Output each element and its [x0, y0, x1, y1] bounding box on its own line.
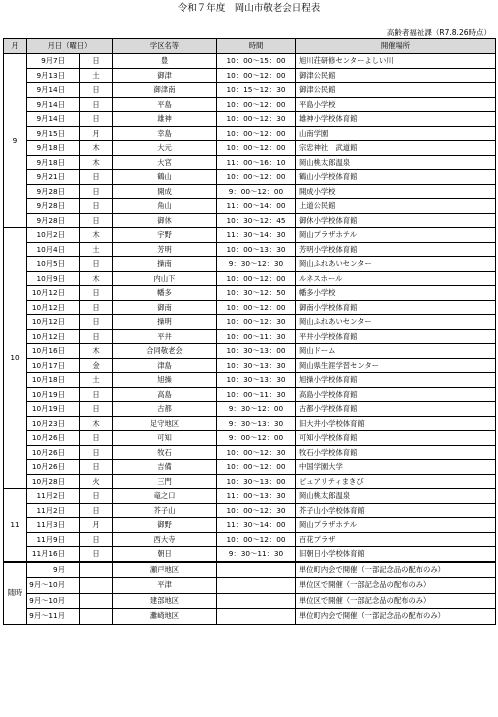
venue-cell: 開成小学校: [296, 184, 496, 199]
district-cell: 建部地区: [113, 593, 217, 609]
date-cell: 9月13日: [27, 68, 80, 83]
header-month: 月: [4, 39, 27, 54]
time-cell: 10：30～13：00: [217, 474, 296, 489]
district-cell: 津島: [113, 358, 217, 373]
weekday-cell: [80, 578, 113, 594]
venue-cell: 旭操小学校体育館: [296, 373, 496, 388]
district-cell: 芳明: [113, 242, 217, 257]
table-row: [4, 532, 496, 547]
venue-cell: 御休小学校体育館: [296, 213, 496, 228]
weekday-cell: 日: [80, 402, 113, 417]
date-cell: 9月28日: [27, 199, 80, 214]
table-row: [4, 373, 496, 388]
weekday-cell: 月: [80, 518, 113, 533]
date-cell: 10月19日: [27, 402, 80, 417]
month-group: [4, 54, 496, 228]
date-cell: 10月12日: [27, 300, 80, 315]
time-cell: 10：15～12：30: [217, 83, 296, 98]
time-cell: 10：00～12：00: [217, 300, 296, 315]
district-cell: 三門: [113, 474, 217, 489]
venue-cell: 雄神小学校体育館: [296, 112, 496, 127]
venue-cell: 古都小学校体育館: [296, 402, 496, 417]
district-cell: 雄神: [113, 112, 217, 127]
district-cell: 旭操: [113, 373, 217, 388]
time-cell: 10：00～12：00: [217, 126, 296, 141]
header-venue: 開催場所: [296, 39, 496, 54]
date-cell: 9月14日: [27, 83, 80, 98]
table-row: [4, 416, 496, 431]
table-row: [4, 112, 496, 127]
weekday-cell: [80, 562, 113, 578]
venue-cell: 単位町内会で開催（一部記念品の配布のみ）: [296, 562, 496, 578]
time-cell: 9：30～11：30: [217, 547, 296, 562]
district-cell: 宇野: [113, 228, 217, 243]
date-cell: 10月17日: [27, 358, 80, 373]
weekday-cell: 日: [80, 184, 113, 199]
venue-cell: 芳明小学校体育館: [296, 242, 496, 257]
header-time: 時間: [217, 39, 296, 54]
date-cell: 10月12日: [27, 315, 80, 330]
district-cell: 豊: [113, 54, 217, 69]
date-cell: 10月28日: [27, 474, 80, 489]
district-cell: 内山下: [113, 271, 217, 286]
header-date: 月日（曜日）: [27, 39, 113, 54]
venue-cell: 平井小学校体育館: [296, 329, 496, 344]
table-row: [4, 213, 496, 228]
venue-cell: 岡山ふれあいセンター: [296, 315, 496, 330]
month-group: [4, 489, 496, 562]
time-cell: 9：30～12：30: [217, 257, 296, 272]
date-cell: 9月14日: [27, 97, 80, 112]
time-cell: 10：00～12：00: [217, 68, 296, 83]
weekday-cell: 日: [80, 532, 113, 547]
district-cell: 古都: [113, 402, 217, 417]
weekday-cell: 日: [80, 83, 113, 98]
district-cell: 竜之口: [113, 489, 217, 504]
venue-cell: 可知小学校体育館: [296, 431, 496, 446]
time-cell: [217, 609, 296, 625]
weekday-cell: 土: [80, 68, 113, 83]
venue-cell: 御津公民館: [296, 83, 496, 98]
venue-cell: 御南小学校体育館: [296, 300, 496, 315]
venue-cell: 山南学園: [296, 126, 496, 141]
venue-cell: 旭川荘研修センターよしい川: [296, 54, 496, 69]
district-cell: 幡多: [113, 286, 217, 301]
date-cell: 11月2日: [27, 489, 80, 504]
district-cell: 鶴山: [113, 170, 217, 185]
date-cell: 11月3日: [27, 518, 80, 533]
time-cell: 10：00～11：30: [217, 387, 296, 402]
time-cell: 10：00～12：00: [217, 271, 296, 286]
table-row: [4, 593, 496, 609]
table-row: [4, 315, 496, 330]
weekday-cell: 木: [80, 344, 113, 359]
table-row: [4, 126, 496, 141]
table-row: [4, 141, 496, 156]
weekday-cell: 金: [80, 358, 113, 373]
time-cell: 11：00～13：30: [217, 489, 296, 504]
table-row: [4, 358, 496, 373]
weekday-cell: 木: [80, 141, 113, 156]
district-cell: 開成: [113, 184, 217, 199]
weekday-cell: [80, 609, 113, 625]
month-cell: 10: [4, 228, 27, 489]
venue-cell: 岡山桃太郎温泉: [296, 155, 496, 170]
date-cell: 9月14日: [27, 112, 80, 127]
time-cell: 9：30～13：30: [217, 416, 296, 431]
venue-cell: 旧大井小学校体育館: [296, 416, 496, 431]
time-cell: 11：00～14：00: [217, 199, 296, 214]
date-cell: 10月2日: [27, 228, 80, 243]
time-cell: 10：00～12：30: [217, 503, 296, 518]
month-cell: 11: [4, 489, 27, 562]
table-row: [4, 489, 496, 504]
district-cell: 牧石: [113, 445, 217, 460]
venue-cell: 百花プラザ: [296, 532, 496, 547]
time-cell: 10：00～12：00: [217, 460, 296, 475]
date-cell: 10月26日: [27, 460, 80, 475]
time-cell: 10：00～12：00: [217, 532, 296, 547]
district-cell: 高島: [113, 387, 217, 402]
date-cell: 11月2日: [27, 503, 80, 518]
weekday-cell: 日: [80, 199, 113, 214]
weekday-cell: 日: [80, 170, 113, 185]
time-cell: 10：00～12：00: [217, 141, 296, 156]
date-cell: 10月12日: [27, 286, 80, 301]
time-cell: 9：30～12：00: [217, 402, 296, 417]
date-cell: 10月16日: [27, 344, 80, 359]
date-cell: 10月23日: [27, 416, 80, 431]
venue-cell: 岡山プラザホテル: [296, 518, 496, 533]
time-cell: 11：00～16：10: [217, 155, 296, 170]
venue-cell: 鶴山小学校体育館: [296, 170, 496, 185]
table-row: [4, 503, 496, 518]
table-row: [4, 54, 496, 69]
table-row: [4, 155, 496, 170]
district-cell: 大宮: [113, 155, 217, 170]
district-cell: 御津南: [113, 83, 217, 98]
month-cell: 9: [4, 54, 27, 228]
table-row: [4, 242, 496, 257]
weekday-cell: 日: [80, 54, 113, 69]
schedule-table: [3, 38, 496, 625]
date-cell: 10月26日: [27, 445, 80, 460]
district-cell: 幸島: [113, 126, 217, 141]
date-cell: 9月28日: [27, 184, 80, 199]
time-cell: 10：30～13：30: [217, 358, 296, 373]
header-row: [4, 39, 496, 54]
weekday-cell: 日: [80, 460, 113, 475]
district-cell: 御南: [113, 300, 217, 315]
month-cell: 随時: [4, 562, 27, 625]
district-cell: 角山: [113, 199, 217, 214]
table-row: [4, 431, 496, 446]
weekday-cell: 土: [80, 373, 113, 388]
date-cell: 9月18日: [27, 141, 80, 156]
venue-cell: 幡多小学校: [296, 286, 496, 301]
district-cell: 操明: [113, 315, 217, 330]
district-cell: 西大寺: [113, 532, 217, 547]
table-row: [4, 609, 496, 625]
date-cell: 9月21日: [27, 170, 80, 185]
date-cell: 10月9日: [27, 271, 80, 286]
time-cell: 10：00～12：30: [217, 112, 296, 127]
table-row: [4, 578, 496, 594]
time-cell: 10：00～12：30: [217, 315, 296, 330]
date-cell: 9月18日: [27, 155, 80, 170]
header-district: 学区名等: [113, 39, 217, 54]
venue-cell: 宗忠神社 武道館: [296, 141, 496, 156]
table-row: [4, 300, 496, 315]
venue-cell: 旧朝日小学校体育館: [296, 547, 496, 562]
venue-cell: 牧石小学校体育館: [296, 445, 496, 460]
as-of-note: 高齢者福祉課（R7.8.26時点）: [386, 28, 491, 37]
table-row: [4, 170, 496, 185]
venue-cell: 中国学園大学: [296, 460, 496, 475]
table-row: [4, 402, 496, 417]
table-row: [4, 445, 496, 460]
table-row: [4, 199, 496, 214]
date-cell: 9月7日: [27, 54, 80, 69]
district-cell: 可知: [113, 431, 217, 446]
venue-cell: 単位町内会で開催（一部記念品の配布のみ）: [296, 609, 496, 625]
date-cell: 9月28日: [27, 213, 80, 228]
weekday-cell: 日: [80, 286, 113, 301]
time-cell: 10：00～11：30: [217, 329, 296, 344]
time-cell: 10：00～12：00: [217, 97, 296, 112]
date-cell: 10月4日: [27, 242, 80, 257]
weekday-cell: 土: [80, 242, 113, 257]
month-group: [4, 562, 496, 625]
time-cell: 10：30～13：30: [217, 373, 296, 388]
time-cell: 10：30～12：45: [217, 213, 296, 228]
venue-cell: 単位区で開催（一部記念品の配布のみ）: [296, 578, 496, 594]
time-cell: 11：30～14：00: [217, 518, 296, 533]
time-cell: 10：30～12：50: [217, 286, 296, 301]
date-cell: 10月5日: [27, 257, 80, 272]
district-cell: 平津: [113, 578, 217, 594]
district-cell: 御野: [113, 518, 217, 533]
venue-cell: 岡山県生涯学習センター: [296, 358, 496, 373]
weekday-cell: 日: [80, 329, 113, 344]
district-cell: 灘崎地区: [113, 609, 217, 625]
date-cell: 11月9日: [27, 532, 80, 547]
weekday-cell: 日: [80, 445, 113, 460]
time-cell: [217, 578, 296, 594]
district-cell: 操南: [113, 257, 217, 272]
table-row: [4, 271, 496, 286]
time-cell: 10：00～12：30: [217, 445, 296, 460]
month-group: [4, 228, 496, 489]
table-row: [4, 228, 496, 243]
weekday-cell: 木: [80, 155, 113, 170]
date-cell: 10月12日: [27, 329, 80, 344]
table-row: [4, 562, 496, 578]
weekday-cell: 日: [80, 213, 113, 228]
table-row: [4, 257, 496, 272]
table-row: [4, 387, 496, 402]
weekday-cell: 日: [80, 315, 113, 330]
time-cell: 10：00～13：30: [217, 242, 296, 257]
weekday-cell: 月: [80, 126, 113, 141]
weekday-cell: 木: [80, 228, 113, 243]
date-cell: 9月～11月: [27, 609, 80, 625]
date-cell: 9月～10月: [27, 593, 80, 609]
weekday-cell: 木: [80, 416, 113, 431]
table-row: [4, 97, 496, 112]
district-cell: 朝日: [113, 547, 217, 562]
date-cell: 10月18日: [27, 373, 80, 388]
venue-cell: 岡山プラザホテル: [296, 228, 496, 243]
weekday-cell: 日: [80, 489, 113, 504]
table-row: [4, 286, 496, 301]
venue-cell: 高島小学校体育館: [296, 387, 496, 402]
weekday-cell: 木: [80, 271, 113, 286]
district-cell: 平島: [113, 97, 217, 112]
district-cell: 御休: [113, 213, 217, 228]
district-cell: 足守地区: [113, 416, 217, 431]
weekday-cell: 日: [80, 257, 113, 272]
venue-cell: ピュアリティまきび: [296, 474, 496, 489]
table-row: [4, 518, 496, 533]
weekday-cell: 日: [80, 387, 113, 402]
district-cell: 瀬戸地区: [113, 562, 217, 578]
district-cell: 平井: [113, 329, 217, 344]
venue-cell: ルネスホール: [296, 271, 496, 286]
table-row: [4, 344, 496, 359]
venue-cell: 御津公民館: [296, 68, 496, 83]
weekday-cell: 日: [80, 300, 113, 315]
venue-cell: 岡山ふれあいセンター: [296, 257, 496, 272]
date-cell: 9月: [27, 562, 80, 578]
table-row: [4, 329, 496, 344]
time-cell: 10：00～12：00: [217, 170, 296, 185]
district-cell: 合同敬老会: [113, 344, 217, 359]
venue-cell: 岡山桃太郎温泉: [296, 489, 496, 504]
venue-cell: 上道公民館: [296, 199, 496, 214]
date-cell: 9月～10月: [27, 578, 80, 594]
table-row: [4, 184, 496, 199]
weekday-cell: [80, 593, 113, 609]
district-cell: 芥子山: [113, 503, 217, 518]
time-cell: 9：00～12：00: [217, 184, 296, 199]
time-cell: [217, 593, 296, 609]
venue-cell: 芥子山小学校体育館: [296, 503, 496, 518]
time-cell: [217, 562, 296, 578]
district-cell: 大元: [113, 141, 217, 156]
time-cell: 10：30～13：00: [217, 344, 296, 359]
district-cell: 吉備: [113, 460, 217, 475]
table-row: [4, 547, 496, 562]
time-cell: 11：30～14：30: [217, 228, 296, 243]
time-cell: 9：00～12：00: [217, 431, 296, 446]
weekday-cell: 日: [80, 97, 113, 112]
district-cell: 御津: [113, 68, 217, 83]
date-cell: 10月19日: [27, 387, 80, 402]
weekday-cell: 日: [80, 112, 113, 127]
weekday-cell: 日: [80, 547, 113, 562]
date-cell: 9月15日: [27, 126, 80, 141]
weekday-cell: 日: [80, 503, 113, 518]
weekday-cell: 火: [80, 474, 113, 489]
table-row: [4, 83, 496, 98]
document-title: 令和７年度 岡山市敬老会日程表: [177, 3, 321, 14]
time-cell: 10：00～15：00: [217, 54, 296, 69]
table-row: [4, 68, 496, 83]
date-cell: 11月16日: [27, 547, 80, 562]
venue-cell: 平島小学校: [296, 97, 496, 112]
venue-cell: 単位区で開催（一部記念品の配布のみ）: [296, 593, 496, 609]
table-row: [4, 460, 496, 475]
venue-cell: 岡山ドーム: [296, 344, 496, 359]
date-cell: 10月26日: [27, 431, 80, 446]
weekday-cell: 日: [80, 431, 113, 446]
table-row: [4, 474, 496, 489]
